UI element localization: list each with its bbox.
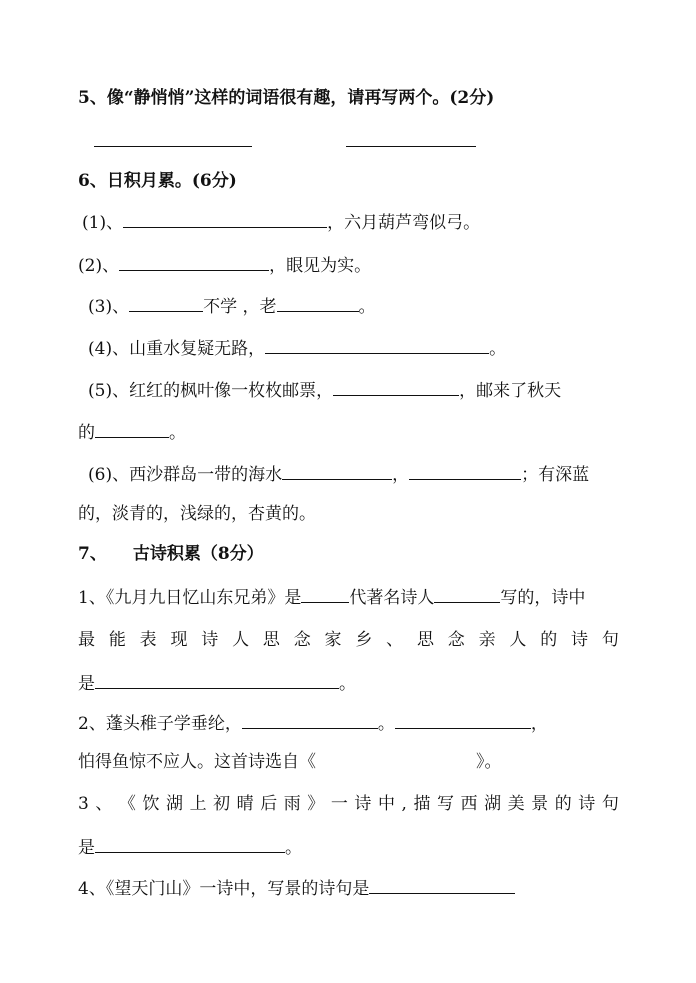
q6-item-5 <box>88 377 561 403</box>
q7-part-3-char: 一 <box>330 794 348 814</box>
q7-part-2-line2-suffix: 》。 <box>476 752 502 772</box>
q7-part-1-suffix: 写的，诗中 <box>500 588 586 608</box>
q7-part-3-char: 、 <box>95 794 113 814</box>
q7-part-3-char: 雨 <box>283 794 301 814</box>
q6-item-1-prefix: (1)、 <box>82 213 124 233</box>
q7-part-3-line2-prefix: 是 <box>78 838 95 858</box>
q7-part-3-line2-suffix: 。 <box>285 838 302 858</box>
q7-part-2-blank-1[interactable] <box>242 710 378 729</box>
q6-item-2-blank[interactable] <box>119 252 269 271</box>
q7-part-3-char: 美 <box>507 794 525 814</box>
q7-part-3-char: 饮 <box>142 794 160 814</box>
q7-part-1-blank-dynasty[interactable] <box>301 584 349 603</box>
q7-part-3-char: 描 <box>413 794 431 814</box>
q6-item-1 <box>82 209 480 235</box>
q7-part-1-line2-char: 念 <box>293 630 311 650</box>
q7-part-1-line2-char: 亲 <box>478 630 496 650</box>
q7-part-1-prefix: 1、《九月九日忆山东兄弟》是 <box>78 588 302 608</box>
q6-title: 6、日积月累。(6分) <box>78 171 237 191</box>
q7-part-1-line3 <box>78 670 356 696</box>
q6-item-2-prefix: (2)、 <box>78 256 120 276</box>
q7-part-2-line2 <box>78 750 502 774</box>
q6-item-2-suffix: ，眼见为实。 <box>269 256 372 276</box>
q7-part-3-char: 写 <box>436 794 454 814</box>
q6-item-5-prefix: (5)、红红的枫叶像一枚枚邮票， <box>88 381 334 401</box>
q7-part-1-mid: 代著名诗人 <box>349 588 435 608</box>
q7-part-2 <box>78 710 548 736</box>
q7-part-1-line2-char: 诗 <box>571 630 588 650</box>
q6-item-6 <box>88 461 589 487</box>
q7-part-3-char: 晴 <box>236 794 254 814</box>
q6-item-2 <box>78 252 371 278</box>
q7-part-3-char: 中 <box>377 794 395 814</box>
q7-part-3 <box>78 792 619 816</box>
q7-part-3-char: , <box>401 794 407 814</box>
q6-item-6-line2: 的，淡青的，浅绿的，杏黄的。 <box>78 504 316 524</box>
q7-part-1-line2-char: 思 <box>416 630 434 650</box>
q6-item-3-blank-1[interactable] <box>129 293 203 312</box>
q7-part-1-line2-char: 念 <box>447 630 465 650</box>
q6-item-4-suffix: 。 <box>489 339 507 359</box>
q7-part-3-char: 上 <box>189 794 207 814</box>
q6-item-4-blank[interactable] <box>265 335 489 354</box>
q7-part-3-char: 《 <box>118 794 136 814</box>
q7-part-1-line2-char: 的 <box>540 630 558 650</box>
q7-part-4-prefix: 4、《望天门山》一诗中，写景的诗句是 <box>78 879 370 899</box>
q7-part-1-line2-char: 表 <box>139 630 157 650</box>
q7-part-3-char: 景 <box>531 794 549 814</box>
q7-part-3-char: 句 <box>601 794 619 814</box>
q7-part-4-blank-verse[interactable] <box>369 875 515 894</box>
q7-title <box>78 542 264 566</box>
q7-title-text: 古诗积累（8分） <box>132 544 264 564</box>
q7-part-4 <box>78 875 515 901</box>
q7-part-3-blank-verse[interactable] <box>95 834 285 853</box>
q7-part-2-suffix: ， <box>530 714 548 734</box>
q7-part-1-line2-char: 、 <box>386 630 404 650</box>
q7-part-1-line2-char: 现 <box>170 630 188 650</box>
q7-part-1-line2-char: 家 <box>324 630 342 650</box>
q6-item-6-prefix: (6)、西沙群岛一带的海水 <box>88 465 283 485</box>
q5-title: 5、像“静悄悄”这样的词语很有趣，请再写两个。(2分) <box>78 88 495 108</box>
q7-part-3-char: 3 <box>78 794 89 814</box>
q6-item-6-suffix: ；有深蓝 <box>521 465 590 485</box>
q7-part-3-char: 诗 <box>354 794 372 814</box>
q6-item-6-blank-2[interactable] <box>409 461 521 480</box>
q7-part-3-char: 诗 <box>578 794 596 814</box>
q7-part-1-line2-char: 思 <box>262 630 280 650</box>
q6-item-4 <box>88 335 506 361</box>
q6-item-5-line2 <box>78 419 186 445</box>
q6-item-3-mid: 不学 ，老 <box>203 297 277 317</box>
q6-item-1-blank[interactable] <box>123 209 327 228</box>
q7-part-1-line3-suffix: 。 <box>339 674 356 694</box>
q6-item-4-prefix: (4)、山重水复疑无路， <box>88 339 266 359</box>
q7-part-3-line2 <box>78 834 302 860</box>
q7-part-2-blank-2[interactable] <box>395 710 531 729</box>
q7-part-1-line2-char: 人 <box>509 630 527 650</box>
q7-part-1-blank-poet[interactable] <box>434 584 500 603</box>
q6-item-6-mid: ， <box>392 465 410 485</box>
q7-part-3-char: 初 <box>213 794 231 814</box>
q7-part-1-line2-char: 句 <box>601 630 619 650</box>
q7-part-2-line2-prefix: 怕得鱼惊不应人。这首诗选自《 <box>78 752 316 772</box>
q7-part-1-blank-verse[interactable] <box>95 670 339 689</box>
q5-answer-blank-2[interactable] <box>346 146 476 147</box>
q7-title-number: 7、 <box>78 544 107 564</box>
q6-item-5-suffix: ，邮来了秋天 <box>459 381 562 401</box>
q7-part-3-char: 湖 <box>166 794 184 814</box>
q6-item-3-suffix: 。 <box>358 297 376 317</box>
q7-part-1-line3-prefix: 是 <box>78 674 95 694</box>
q7-part-1-line2-char: 人 <box>232 630 250 650</box>
q6-item-1-suffix: ，六月葫芦弯似弓。 <box>327 213 481 233</box>
q7-part-3-char: 西 <box>460 794 478 814</box>
q7-part-1-line2-char: 能 <box>108 630 126 650</box>
q6-item-3 <box>88 293 376 319</box>
q7-part-1-line2-char: 诗 <box>201 630 219 650</box>
q5-answer-blank-1[interactable] <box>94 146 252 147</box>
q6-item-5-blank-1[interactable] <box>333 377 459 396</box>
q6-item-5-line2-prefix: 的 <box>78 423 95 443</box>
q7-part-2-mid: 。 <box>377 714 395 734</box>
q7-part-2-prefix: 2、蓬头稚子学垂纶， <box>78 714 242 734</box>
q7-part-3-char: 湖 <box>484 794 502 814</box>
q6-item-3-blank-2[interactable] <box>277 293 359 312</box>
q7-part-3-char: 后 <box>260 794 278 814</box>
q6-item-6-blank-1[interactable] <box>282 461 392 480</box>
q7-part-3-char: 》 <box>307 794 325 814</box>
q7-part-1-line2 <box>78 628 619 652</box>
q7-part-1-line2-char: 乡 <box>355 630 373 650</box>
q7-part-3-char: 的 <box>554 794 572 814</box>
q6-item-3-prefix: (3)、 <box>88 297 130 317</box>
q6-item-5-blank-2[interactable] <box>95 419 169 438</box>
q6-item-5-line2-suffix: 。 <box>169 423 186 443</box>
q7-part-1-line2-char: 最 <box>78 630 95 650</box>
q7-part-1 <box>78 584 585 610</box>
